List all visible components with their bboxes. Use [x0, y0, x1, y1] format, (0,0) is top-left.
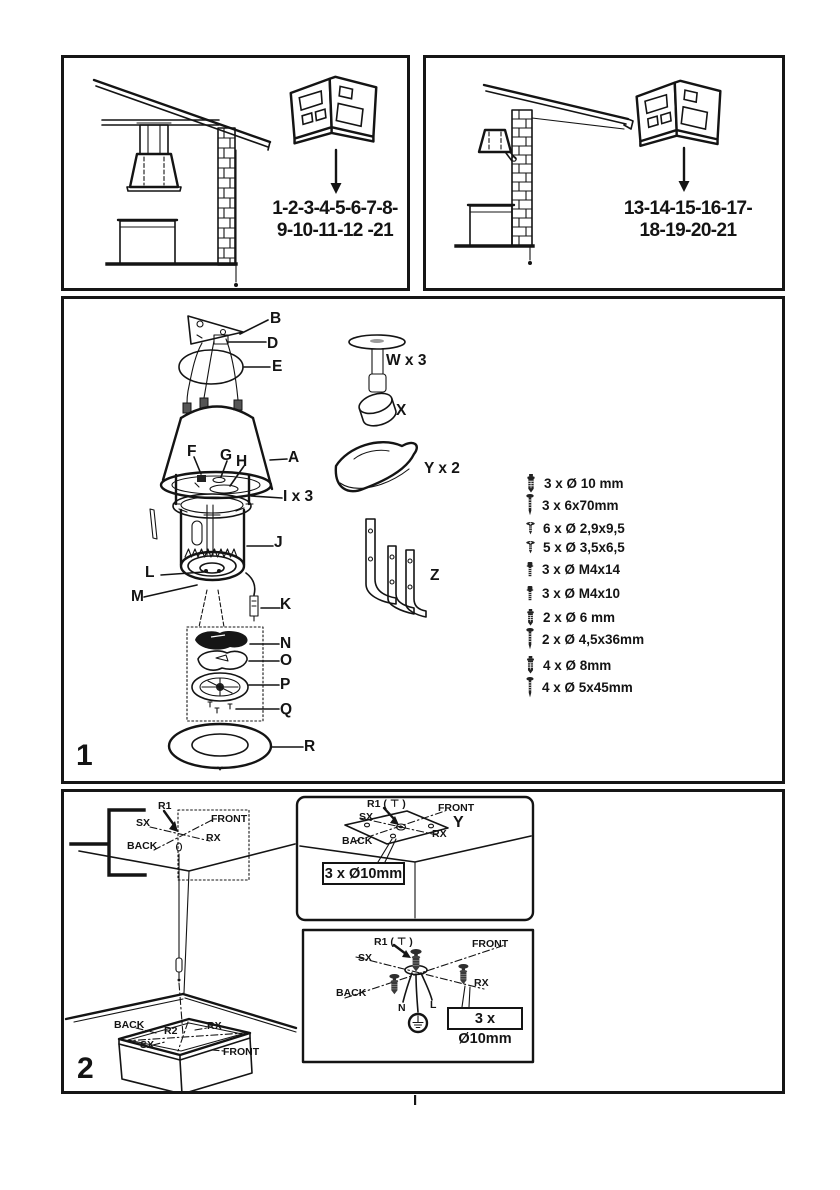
part-label-d: D — [267, 335, 279, 352]
mark-front: FRONT — [211, 813, 248, 825]
small-screw-icon — [526, 541, 535, 554]
part-label-x: X — [396, 402, 407, 419]
part-label-w: W x 3 — [386, 352, 427, 369]
part-label-h: H — [236, 453, 248, 470]
page-range-line1: 1-2-3-4-5-6-7-8- — [272, 198, 398, 219]
wall-plug-icon — [526, 609, 535, 626]
mark-sx: SX — [136, 817, 151, 829]
mounting-drawing — [64, 792, 782, 1091]
hardware-item: 4 x Ø 5x45mm — [526, 676, 633, 698]
wall-anchor-icon — [389, 974, 399, 994]
inset-drill-back: BACK — [342, 835, 373, 847]
part-label-a: A — [288, 449, 300, 466]
part-label-r: R — [304, 738, 316, 755]
wire-live-label: L — [430, 999, 437, 1011]
install-pages-panel-wall — [423, 55, 785, 291]
drill-size-callout: 3 x Ø10mm — [322, 862, 405, 885]
small-screw-icon — [526, 522, 535, 535]
exploded-view-panel — [61, 296, 785, 784]
section-number-1: 1 — [76, 739, 93, 772]
screw-icon — [526, 628, 534, 650]
page-range-line2: 9-10-11-12 -21 — [276, 220, 394, 241]
part-label-q: Q — [280, 701, 293, 718]
part-label-z: Z — [430, 567, 440, 584]
wall-anchor-icon — [458, 964, 468, 984]
hardware-item: 4 x Ø 8mm — [526, 654, 611, 676]
part-label-o: O — [280, 652, 293, 669]
mark-back: BACK — [127, 840, 158, 852]
hardware-item: 6 x Ø 2,9x9,5 — [526, 517, 625, 539]
page-range-line2: 18-19-20-21 — [639, 220, 737, 241]
inset-drill-rx: RX — [432, 828, 447, 840]
hardware-item: 3 x 6x70mm — [526, 494, 619, 516]
section-number-2: 2 — [77, 1052, 94, 1085]
wall-anchor-icon — [410, 949, 421, 972]
part-label-y: Y x 2 — [424, 460, 460, 477]
inset-wire-rx: RX — [474, 977, 489, 989]
screw-icon — [526, 677, 534, 698]
inset-drill-front: FRONT — [438, 802, 475, 814]
screw-icon — [526, 494, 534, 516]
inset-drill-r1: R1 ( ⊤ ) — [367, 798, 406, 810]
part-label-i: I x 3 — [283, 488, 314, 505]
inset-wire-front: FRONT — [472, 938, 509, 950]
hardware-item: 2 x Ø 6 mm — [526, 606, 615, 628]
hob-rx: RX — [207, 1020, 222, 1032]
wall-plug-icon — [526, 474, 536, 493]
part-label-f: F — [187, 443, 197, 460]
mounting-panel — [61, 789, 785, 1094]
ceiling-mount-house-drawing — [64, 58, 407, 288]
inset-drill-template-label: Y — [453, 814, 464, 831]
machine-screw-icon — [526, 562, 534, 577]
wall-plug-icon — [526, 656, 535, 674]
part-label-m: M — [131, 588, 144, 605]
hardware-item: 3 x Ø 10 mm — [526, 472, 624, 494]
inset-wire-back: BACK — [336, 987, 367, 999]
part-label-k: K — [280, 596, 292, 613]
inset-drill-sx: SX — [359, 811, 374, 823]
arrow-down-icon — [679, 181, 690, 192]
inset-wire-r1: R1 ( ⊤ ) — [374, 936, 413, 948]
machine-screw-icon — [526, 586, 534, 601]
part-label-g: G — [220, 447, 233, 464]
footer-page-mark: I — [413, 1092, 418, 1109]
arrow-down-icon — [331, 183, 342, 194]
drill-size-callout: 3 x Ø10mm — [447, 1007, 523, 1030]
page-range-island — [260, 198, 410, 242]
part-label-n: N — [280, 635, 292, 652]
hardware-item: 3 x Ø M4x10 — [526, 582, 620, 604]
hardware-item: 5 x Ø 3,5x6,5 — [526, 536, 625, 558]
part-label-e: E — [272, 358, 283, 375]
part-label-p: P — [280, 676, 291, 693]
hardware-item: 3 x Ø M4x14 — [526, 558, 620, 580]
exploded-view-drawing — [64, 299, 782, 781]
page-range-wall — [610, 198, 766, 242]
mark-r1: R1 — [158, 800, 172, 812]
mark-rx: RX — [206, 832, 221, 844]
wire-neutral-label: N — [398, 1002, 406, 1014]
hob-front: FRONT — [223, 1046, 260, 1058]
inset-wire-sx: SX — [358, 952, 373, 964]
page-range-line1: 13-14-15-16-17- — [623, 198, 753, 219]
open-book-icon — [637, 81, 721, 146]
open-book-icon — [291, 77, 377, 144]
hob-back: BACK — [114, 1019, 145, 1031]
part-label-j: J — [274, 534, 283, 551]
part-label-l: L — [145, 564, 155, 581]
wall-mount-house-drawing — [426, 58, 782, 288]
hardware-item: 2 x Ø 4,5x36mm — [526, 628, 644, 650]
hob-r2: R2 — [164, 1025, 178, 1037]
part-label-b: B — [270, 310, 282, 327]
hob-sx: SX — [140, 1039, 155, 1051]
install-pages-panel-island — [61, 55, 410, 291]
